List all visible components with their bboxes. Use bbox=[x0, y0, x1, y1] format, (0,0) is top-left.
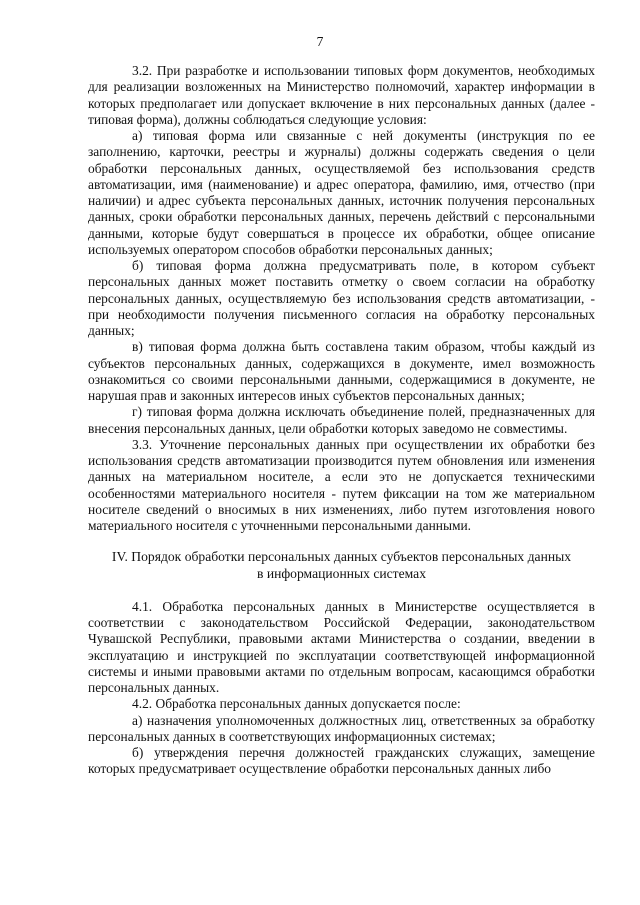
paragraph-4-2: 4.2. Обработка персональных данных допускается после: bbox=[132, 696, 461, 712]
paragraph-3-2: 3.2. При разработке и использовании типовых форм документов, необходимых для реализации возложенных на Министерство полномочий, характер информации в которых предполагает или допускает включение в них персональных данных (далее - типовая форма), должны соблюдаться следующие условия: bbox=[88, 63, 595, 127]
section-heading-line-1: IV. Порядок обработки персональных данных субъектов персональных данных bbox=[111, 549, 572, 565]
paragraph-3-2-v: в) типовая форма должна быть составлена таким образом, чтобы каждый из субъектов персональных данных, содержащихся в документе, имел возможность ознакомиться со своими персональными данными, содержащимися в документе, не нарушая прав и законных интересов иных субъектов персональных данных; bbox=[88, 339, 595, 403]
section-heading bbox=[88, 549, 595, 582]
section-heading-line-2: в информационных системах bbox=[257, 565, 426, 581]
paragraph-3-2-a: а) типовая форма или связанные с ней документы (инструкция по ее заполнению, карточки, реестры и журналы) должны содержать сведения о цели обработки персональных данных, осуществляемой без использования средств автоматизации, имя (наименование) и адрес оператора, фамилию, имя, отчество (при наличии) и адрес субъекта персональных данных, источник получения персональных данных, сроки обработки персональных данных, перечень действий с персональными данными, которые будут совершаться в процессе их обработки, общее описание используемых оператором способов обработки персональных данных; bbox=[88, 128, 595, 257]
paragraph-3-3: 3.3. Уточнение персональных данных при осуществлении их обработки без использования средств автоматизации производится путем обновления или изменения данных на материальном носителе, а если это не допускается техническими особенностями материального носителя - путем фиксации на том же материальном носителе сведений о вносимых в них изменениях, либо путем изготовления нового материального носителя с уточненными персональными данными. bbox=[88, 436, 595, 533]
paragraph-4-1: 4.1. Обработка персональных данных в Министерстве осуществляется в соответствии с законодательством Российской Федерации, законодательством Чувашской Республики, правовыми актами Министерства о создании, введении в эксплуатацию и инструкцией по эксплуатации соответствующей информационной системы и иными правовыми актами по отдельным вопросам, касающимся обработки персональных данных. bbox=[88, 598, 595, 695]
page-number: 7 bbox=[316, 34, 324, 49]
paragraph-4-2-a: а) назначения уполномоченных должностных лиц, ответственных за обработку персональных данных в соответствующих информационных системах; bbox=[88, 712, 595, 744]
paragraph-3-2-g: г) типовая форма должна исключать объединение полей, предназначенных для внесения персональных данных, цели обработки которых заведомо не совместимы. bbox=[88, 404, 595, 436]
paragraph-3-2-b: б) типовая форма должна предусматривать поле, в котором субъект персональных данных может поставить отметку о своем согласии на обработку персональных данных, осуществляемую без использования средств автоматизации, - при необходимости получения письменного согласия на обработку персональных данных; bbox=[88, 258, 595, 338]
document-body bbox=[88, 63, 595, 778]
paragraph-4-2-b: б) утверждения перечня должностей гражданских служащих, замещение которых предусматривает осуществление обработки персональных данных либо bbox=[88, 745, 595, 777]
